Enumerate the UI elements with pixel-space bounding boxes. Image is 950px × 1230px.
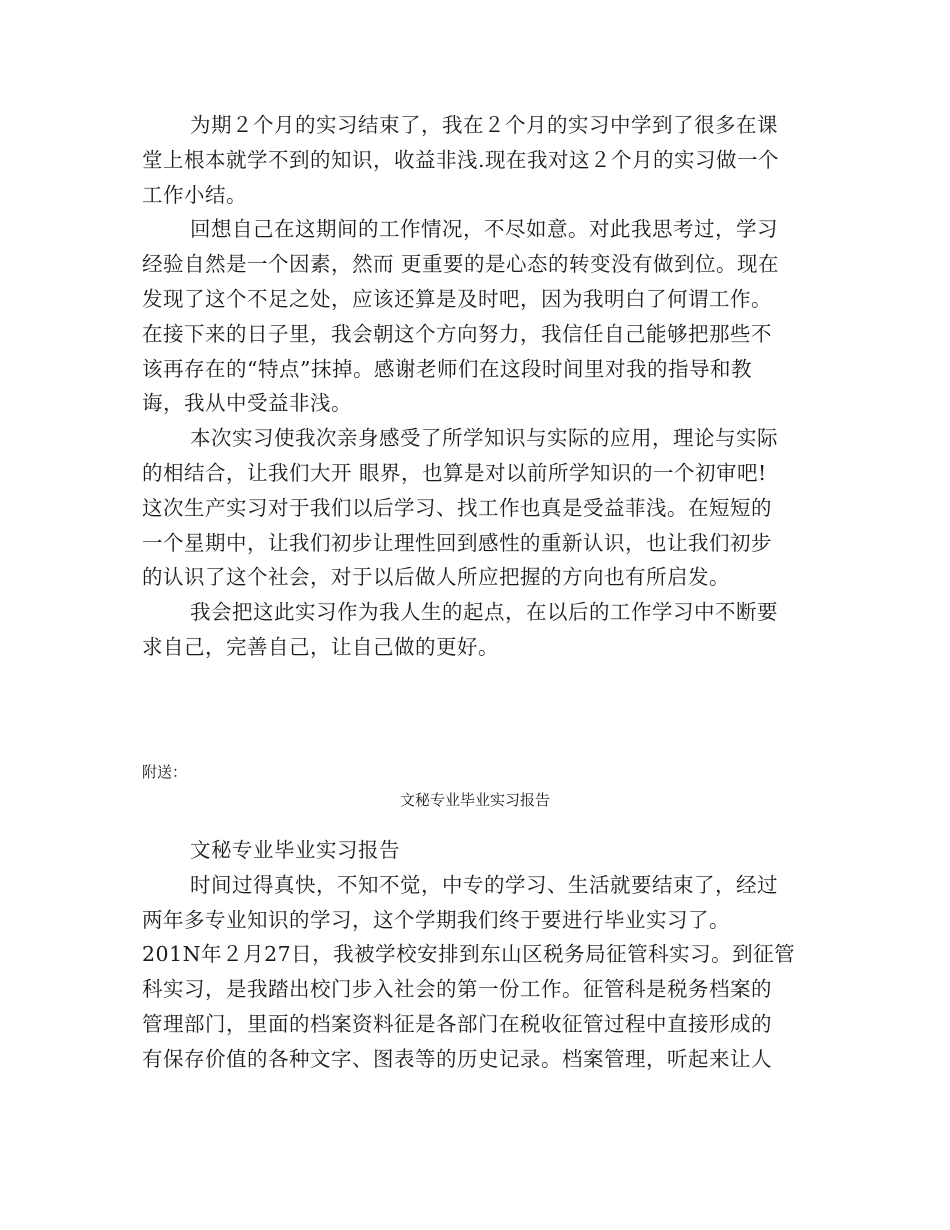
text-line: 一个星期中，让我们初步让理性回到感性的重新认识，也让我们初步 xyxy=(142,530,772,555)
text-line: 经验自然是一个因素，然而 更重要的是心态的转变没有做到位。现在 xyxy=(142,252,780,277)
text-line: 管理部门，里面的档案资料征是各部门在税收征管过程中直接形成的 xyxy=(142,1011,772,1036)
text-line: 在接下来的日子里，我会朝这个方向努力，我信任自己能够把那些不 xyxy=(142,321,772,346)
internship-report xyxy=(142,833,822,1077)
text-line: 有保存价值的各种文字、图表等的历史记录。档案管理，听起来让人 xyxy=(142,1046,772,1071)
text-line: 求自己，完善自己，让自己做的更好。 xyxy=(142,634,499,659)
text-line: 两年多专业知识的学习，这个学期我们终于要进行毕业实习了。 xyxy=(142,907,730,932)
text-line: 这次生产实习对于我们以后学习、找工作也真是受益菲浅。在短短的 xyxy=(142,495,772,520)
text-line: 回想自己在这期间的工作情况，不尽如意。对此我思考过，学习 xyxy=(190,217,778,242)
text-line: 工作小结。 xyxy=(142,182,247,207)
appendix-label: 附送： xyxy=(142,763,188,781)
text-line: 我会把这此实习作为我人生的起点，在以后的工作学习中不断要 xyxy=(190,600,778,625)
text-line: 堂上根本就学不到的知识，收益非浅.现在我对这２个月的实习做一个 xyxy=(142,147,780,172)
report-heading: 文秘专业毕业实习报告 xyxy=(190,838,400,862)
text-line: 的相结合，让我们大开 眼界，也算是对以前所学知识的一个初审吧! xyxy=(142,460,767,485)
text-line: 本次实习使我次亲身感受了所学知识与实际的应用，理论与实际 xyxy=(190,426,778,451)
text-line: 的认识了这个社会，对于以后做人所应把握的方向也有所启发。 xyxy=(142,565,730,590)
text-line: 发现了这个不足之处，应该还算是及时吧，因为我明白了何谓工作。 xyxy=(142,286,772,311)
text-line: 时间过得真快，不知不觉，中专的学习、生活就要结束了，经过 xyxy=(190,872,778,897)
text-line: 201N年２月27日，我被学校安排到东山区税务局征管科实习。到征管 xyxy=(142,942,796,967)
text-line: 该再存在的“特点”抹掉。感谢老师们在这段时间里对我的指导和教 xyxy=(142,356,752,381)
text-line: 诲，我从中受益非浅。 xyxy=(142,391,352,416)
text-line: 科实习，是我踏出校门步入社会的第一份工作。征管科是税务档案的 xyxy=(142,977,772,1002)
text-line: 为期２个月的实习结束了，我在２个月的实习中学到了很多在课 xyxy=(190,113,778,137)
internship-summary xyxy=(142,108,822,665)
appendix-title: 文秘专业毕业实习报告 xyxy=(399,791,550,809)
